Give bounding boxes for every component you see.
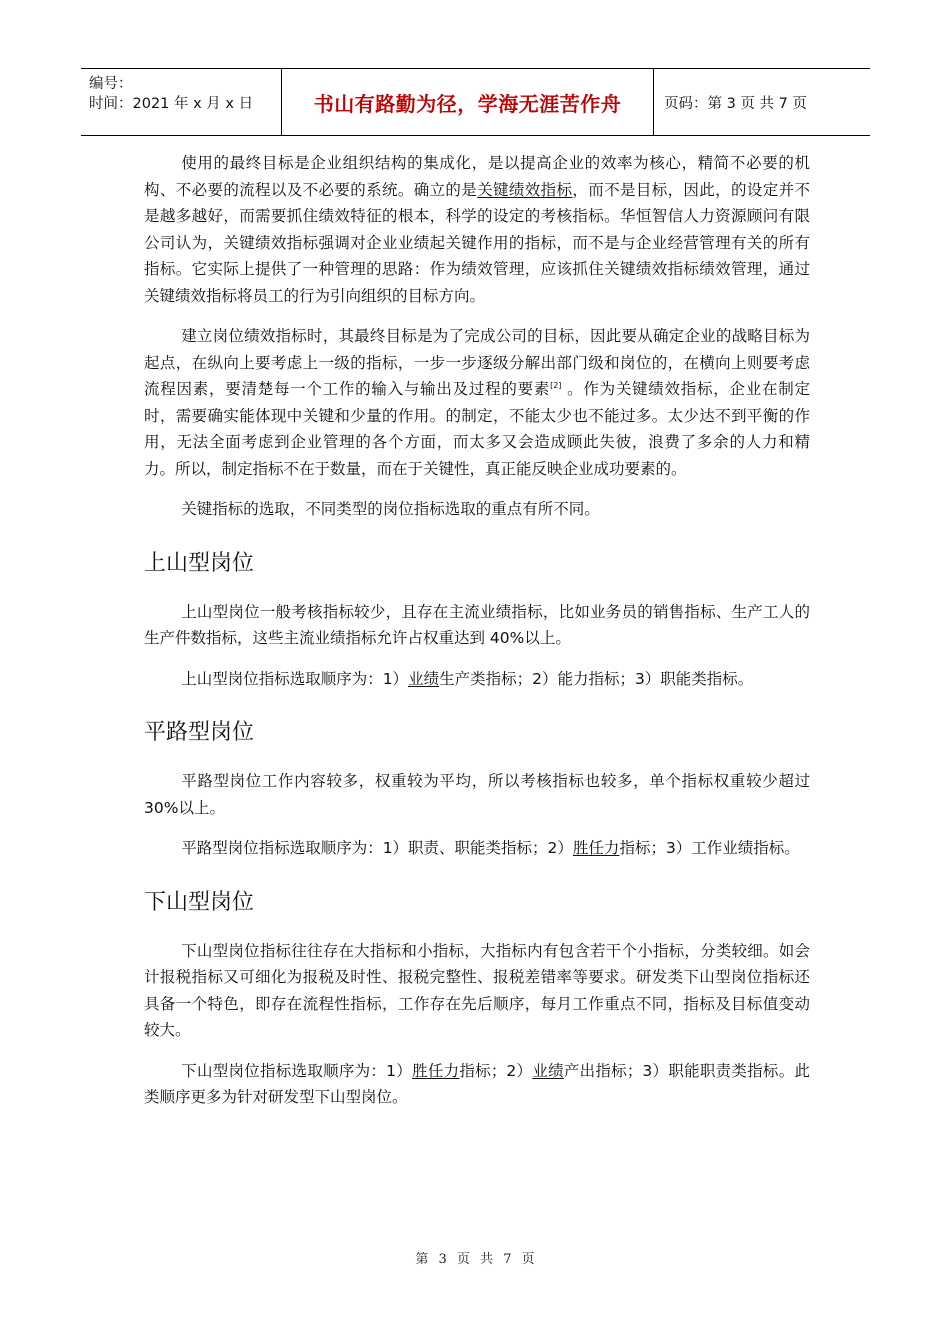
- text-span: 生产类指标；2）能力指标；3）职能类指标。: [439, 669, 754, 688]
- downhill-paragraph-1: 下山型岗位指标往往存在大指标和小指标，大指标内有包含若干个小指标，分类较细。如会计报税指标又可细化为报税及时性、报税完整性、报税差错率等要求。研发类下山型岗位指标还具备一个特色，即存在流程性指标，工作存在先后顺序，每月工作重点不同，指标及目标值变动较大。: [144, 941, 810, 1039]
- text-span: ，而不是目标，因此，的设定并不是越多越好，而需要抓住绩效特征的根本，科学的设定的考核指标。华恒智信人力资源顾问有限公司认为，关键绩效指标强调对企业业绩起关键作用的指标，而不是与企业经营管理有关的所有指标。它实际上提供了一种管理的思路：作为绩效管理，应该抓住关键绩效指标绩效管理，通过关键绩效指标将员工的行为引向组织的目标方向。: [144, 180, 810, 305]
- text-span: 指标；3）工作业绩指标。: [619, 839, 800, 857]
- text-span: 。作为关键绩效指标，企业在制定时，需要确实能体现中关键和少量的作用。的制定，不能太少也不能过多。太少达不到平衡的作用，无法全面考虑到企业管理的各个方面，而太多又会造成顾此失彼，浪费了多余的人力和精力。所以，制定指标不在于数量，而在于关键性，真正能反映企业成功要素的。: [144, 380, 810, 478]
- document-number-label: 编号：: [89, 76, 133, 92]
- text-span: 使用的最终目标是企业组织结构的集成化，是以提高企业的效率为核心，精简不必要的机构、不必要的流程以及不必要的系统。确立的是: [144, 154, 810, 199]
- intro-paragraph-1: [144, 150, 810, 309]
- text-span: 指标；2）: [459, 1061, 533, 1080]
- document-body: [144, 150, 810, 1125]
- page-header: [81, 68, 870, 136]
- link-competency[interactable]: 胜任力: [572, 839, 620, 857]
- link-competency[interactable]: 胜任力: [412, 1061, 460, 1080]
- text-span: 平路型岗位指标选取顺序为：1）职责、职能类指标；2）: [181, 839, 573, 857]
- downhill-paragraph-2: [144, 1058, 810, 1111]
- section-title-uphill: 上山型岗位: [144, 550, 255, 576]
- text-span: 产出指标；3）职能职责类指标。此类顺序更多为针对研发型下山型岗位。: [144, 1061, 810, 1106]
- header-motto: 书山有路勤为径，学海无涯苦作舟: [282, 69, 654, 135]
- section-title-downhill: 下山型岗位: [144, 889, 255, 915]
- link-kpi[interactable]: 关键绩效指标: [477, 180, 573, 199]
- intro-paragraph-2: [144, 323, 810, 482]
- citation-ref[interactable]: [2]: [550, 381, 562, 390]
- text-span: 下山型岗位指标选取顺序为：1）: [181, 1061, 413, 1080]
- document-date: 时间：2021 年 x 月 x 日: [89, 96, 254, 112]
- link-performance[interactable]: 业绩: [408, 669, 440, 688]
- uphill-paragraph-1: 上山型岗位一般考核指标较少，且存在主流业绩指标，比如业务员的销售指标、生产工人的生产件数指标，这些主流业绩指标允许占权重达到 40%以上。: [144, 602, 810, 647]
- intro-paragraph-3: 关键指标的选取，不同类型的岗位指标选取的重点有所不同。: [181, 500, 600, 518]
- uphill-paragraph-2: [144, 666, 810, 693]
- link-performance[interactable]: 业绩: [532, 1061, 564, 1080]
- flat-paragraph-1: 平路型岗位工作内容较多，权重较为平均，所以考核指标也较多，单个指标权重较少超过 30%以上。: [144, 772, 810, 817]
- flat-paragraph-2: [144, 835, 810, 862]
- text-span: 上山型岗位指标选取顺序为：1）: [181, 669, 409, 688]
- page-footer: 第 3 页 共 7 页: [415, 1252, 535, 1267]
- header-meta: [81, 69, 282, 135]
- section-title-flat: 平路型岗位: [144, 720, 255, 745]
- header-page-number: 页码：第 3 页 共 7 页: [664, 95, 807, 112]
- text-span: 建立岗位绩效指标时，其最终目标是为了完成公司的目标，因此要从确定企业的战略目标为起点，在纵向上要考虑上一级的指标，一步一步逐级分解出部门级和岗位的，在横向上则要考虑流程因素，要清楚每一个工作的输入与输出及过程的要素: [144, 327, 810, 398]
